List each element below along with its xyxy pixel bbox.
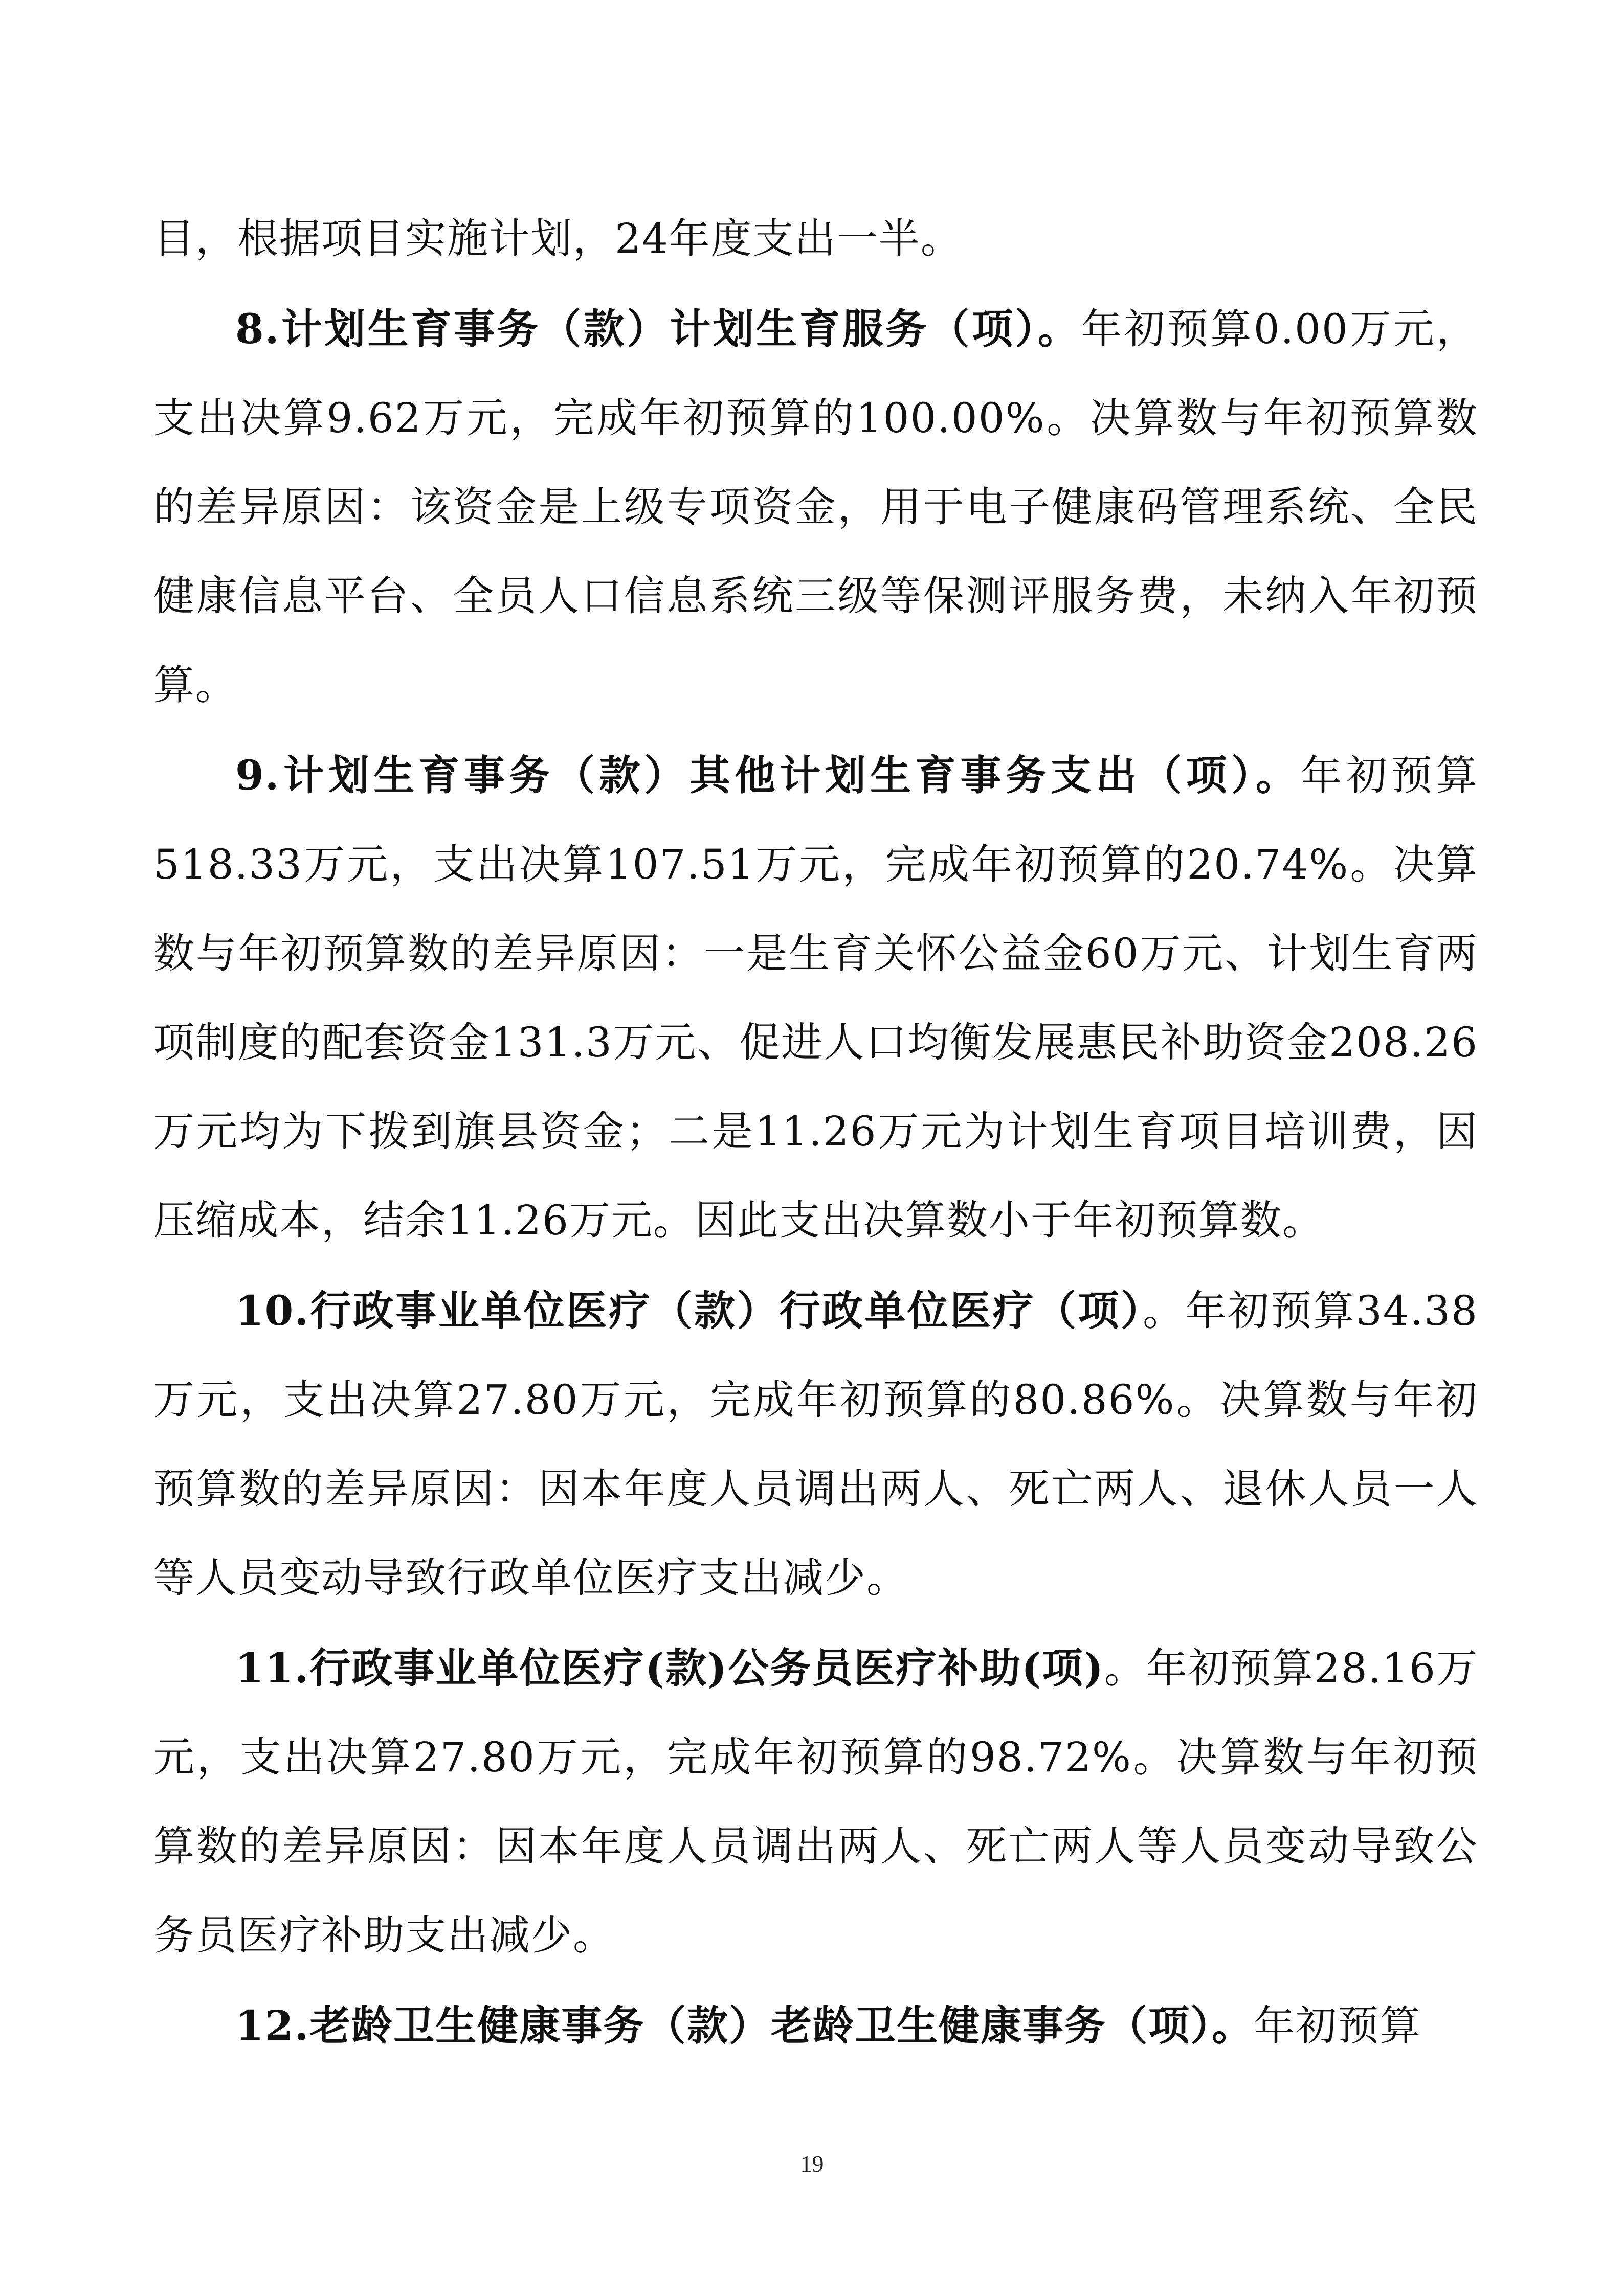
paragraph-text: 年初预算 xyxy=(1254,2002,1422,2050)
paragraph-heading: 9.计划生育事务（款）其他计划生育事务支出（项）。 xyxy=(235,751,1301,799)
paragraph-heading: 11.行政事业单位医疗(款)公务员医疗补助(项) xyxy=(235,1644,1104,1692)
paragraph-item-10 xyxy=(153,1266,1478,1623)
paragraph-text: 。年初预算28.16万元，支出决算27.80万元，完成年初预算的98.72%。决算数与年初预算数的差异原因：因本年度人员调出两人、死亡两人等人员变动导致公务员医疗补助支出减少。 xyxy=(153,1645,1478,1959)
paragraph-text: 。年初预算34.38万元，支出决算27.80万元，完成年初预算的80.86%。决算数与年初预算数的差异原因：因本年度人员调出两人、死亡两人、退休人员一人等人员变动导致行政单位医疗支出减少。 xyxy=(153,1287,1478,1602)
paragraph-heading: 10.行政事业单位医疗（款）行政单位医疗（项） xyxy=(235,1287,1143,1335)
paragraph-heading: 12.老龄卫生健康事务（款）老龄卫生健康事务（项）。 xyxy=(235,2001,1254,2050)
paragraph-heading: 8.计划生育事务（款）计划生育服务（项）。 xyxy=(235,305,1081,353)
paragraph-item-12 xyxy=(153,1981,1478,2070)
paragraph-item-8 xyxy=(153,284,1478,730)
page-number: 19 xyxy=(800,2151,824,2177)
paragraph-text: 年初预算0.00万元，支出决算9.62万元，完成年初预算的100.00%。决算数与年初预算数的差异原因：该资金是上级专项资金，用于电子健康码管理系统、全民健康信息平台、全员人口信息系统三级等保测评服务费，未纳入年初预算。 xyxy=(153,305,1478,709)
document-body xyxy=(153,194,1478,2070)
paragraph-text: 目，根据项目实施计划，24年度支出一半。 xyxy=(153,215,963,262)
paragraph-item-9 xyxy=(153,731,1478,1265)
paragraph-text: 年初预算518.33万元，支出决算107.51万元，完成年初预算的20.74%。决算数与年初预算数的差异原因：一是生育关怀公益金60万元、计划生育两项制度的配套资金131.3万元、促进人口均衡发展惠民补助资金208.26万元均为下拨到旗县资金；二是11.26万元为计划生育项目培训费，因压缩成本，结余11.26万元。因此支出决算数小于年初预算数。 xyxy=(153,752,1479,1244)
paragraph-continuation xyxy=(153,194,1478,283)
paragraph-item-11 xyxy=(153,1624,1478,1980)
